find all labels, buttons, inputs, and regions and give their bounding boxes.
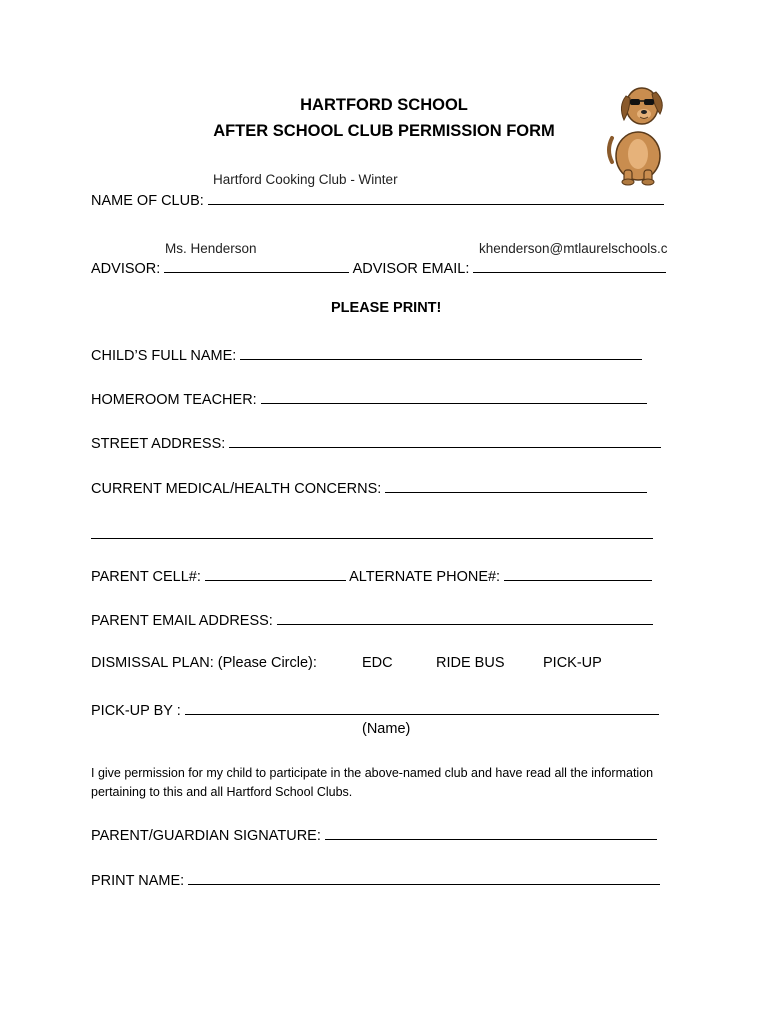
form-title: AFTER SCHOOL CLUB PERMISSION FORM	[213, 122, 555, 140]
signature-row	[91, 825, 657, 844]
pickup-row	[91, 700, 659, 719]
pickup-name-caption: (Name)	[362, 721, 411, 737]
club-name-row	[91, 190, 664, 209]
street-field[interactable]	[229, 433, 661, 448]
phone-row	[91, 566, 652, 585]
alt-phone-field[interactable]	[504, 566, 652, 581]
medical-label: CURRENT MEDICAL/HEALTH CONCERNS:	[91, 481, 382, 497]
advisor-email-label: ADVISOR EMAIL:	[352, 261, 470, 277]
advisor-email-value: khenderson@mtlaurelschools.c	[479, 241, 668, 256]
signature-label: PARENT/GUARDIAN SIGNATURE:	[91, 828, 321, 844]
parent-cell-label: PARENT CELL#:	[91, 569, 201, 585]
dismissal-option-edc[interactable]: EDC	[362, 655, 393, 671]
medical-row	[91, 478, 647, 497]
dismissal-label: DISMISSAL PLAN: (Please Circle):	[91, 655, 317, 671]
parent-cell-field[interactable]	[205, 566, 346, 581]
medical-field[interactable]	[385, 478, 647, 493]
street-label: STREET ADDRESS:	[91, 436, 226, 452]
print-name-label: PRINT NAME:	[91, 873, 185, 889]
club-name-field[interactable]	[208, 190, 664, 205]
pickup-field[interactable]	[185, 700, 659, 715]
alt-phone-label: ALTERNATE PHONE#:	[349, 569, 501, 585]
print-name-field[interactable]	[188, 870, 660, 885]
advisor-row	[91, 258, 666, 277]
club-name-value: Hartford Cooking Club - Winter	[213, 172, 398, 187]
print-name-row	[91, 870, 660, 889]
pickup-label: PICK-UP BY :	[91, 703, 181, 719]
homeroom-label: HOMEROOM TEACHER:	[91, 392, 257, 408]
dismissal-option-ride-bus[interactable]: RIDE BUS	[436, 655, 505, 671]
child-name-row	[91, 345, 642, 364]
advisor-name-value: Ms. Henderson	[165, 241, 257, 256]
homeroom-field[interactable]	[261, 389, 647, 404]
parent-email-label: PARENT EMAIL ADDRESS:	[91, 613, 273, 629]
please-print-notice: PLEASE PRINT!	[331, 300, 442, 316]
dog-mascot-icon	[604, 80, 678, 186]
parent-email-row	[91, 610, 653, 629]
child-name-field[interactable]	[240, 345, 642, 360]
parent-email-field[interactable]	[277, 610, 653, 625]
child-name-label: CHILD’S FULL NAME:	[91, 348, 237, 364]
permission-statement: I give permission for my child to participate in the above-named club and have read all the information pertaining to this and all Hartford School Clubs.	[91, 766, 654, 799]
dismissal-option-pick-up[interactable]: PICK-UP	[543, 655, 602, 671]
street-row	[91, 433, 661, 452]
homeroom-row	[91, 389, 647, 408]
advisor-email-field[interactable]	[473, 258, 666, 273]
medical-field-line-2[interactable]	[91, 524, 653, 539]
school-name: HARTFORD SCHOOL	[300, 96, 468, 114]
advisor-field[interactable]	[164, 258, 349, 273]
signature-field[interactable]	[325, 825, 657, 840]
club-name-label: NAME OF CLUB:	[91, 193, 204, 209]
advisor-label: ADVISOR:	[91, 261, 161, 277]
